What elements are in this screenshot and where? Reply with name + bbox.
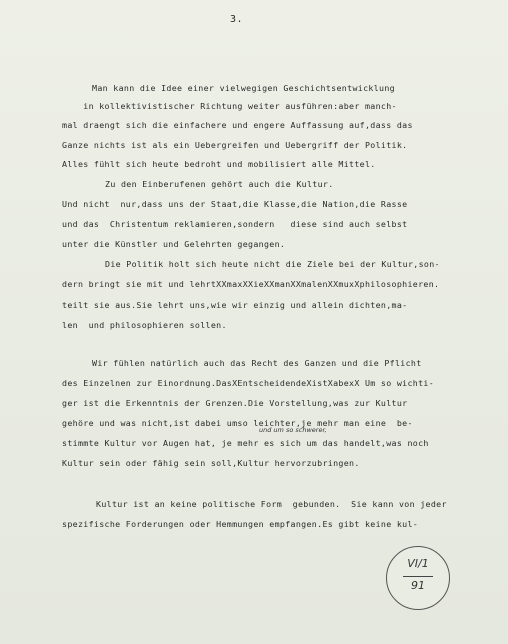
text-line: in kollektivistischer Richtung weiter ausführen:aber manch- xyxy=(62,101,397,111)
stamp-divider xyxy=(403,576,433,577)
text-line: Alles fühlt sich heute bedroht und mobilisiert alle Mittel. xyxy=(62,159,376,169)
text-line: Man kann die Idee einer vielwegigen Geschichtsentwicklung xyxy=(92,83,395,93)
text-line: teilt sie aus.Sie lehrt uns,wie wir einzig und allein dichten,ma- xyxy=(62,300,408,310)
text-line: Kultur ist an keine politische Form gebunden. Sie kann von jeder xyxy=(96,499,447,509)
text-line: spezifische Forderungen oder Hemmungen empfangen.Es gibt keine kul- xyxy=(62,519,419,529)
archive-stamp xyxy=(386,546,450,610)
text-line: Und nicht nur,dass uns der Staat,die Klasse,die Nation,die Rasse xyxy=(62,199,408,209)
text-line: Die Politik holt sich heute nicht die Ziele bei der Kultur,son- xyxy=(105,259,440,269)
page-number: 3. xyxy=(230,14,244,25)
text-line: Wir fühlen natürlich auch das Recht des Ganzen und die Pflicht xyxy=(92,358,422,368)
stamp-bottom-text: 91 xyxy=(411,579,425,592)
text-line: stimmte Kultur vor Augen hat, je mehr es sich um das handelt,was noch xyxy=(62,438,429,448)
text-line: Kultur sein oder fähig sein soll,Kultur hervorzubringen. xyxy=(62,458,360,468)
stamp-top-text: VI/1 xyxy=(407,557,429,570)
text-line: ger ist die Erkenntnis der Grenzen.Die Vorstellung,was zur Kultur xyxy=(62,398,408,408)
text-line: gehöre und was nicht,ist dabei umso leichter,je mehr man eine be- xyxy=(62,418,413,428)
text-line: und das Christentum reklamieren,sondern diese sind auch selbst xyxy=(62,219,408,229)
text-line: mal draengt sich die einfachere und engere Auffassung auf,dass das xyxy=(62,120,413,130)
text-line: Zu den Einberufenen gehört auch die Kultur. xyxy=(105,179,334,189)
text-line: Ganze nichts ist als ein Uebergreifen und Uebergriff der Politik. xyxy=(62,140,408,150)
handwritten-insert: und um so schwerer, xyxy=(259,426,327,434)
text-line: dern bringt sie mit und lehrtXXmaxXXieXXmanXXmalenXXmuxXphilosophieren. xyxy=(62,279,440,289)
text-line: des Einzelnen zur Einordnung.DasXEntscheidendeXistXabexX Um so wichti- xyxy=(62,378,435,388)
text-line: len und philosophieren sollen. xyxy=(62,320,227,330)
text-line: unter die Künstler und Gelehrten gegangen. xyxy=(62,239,286,249)
